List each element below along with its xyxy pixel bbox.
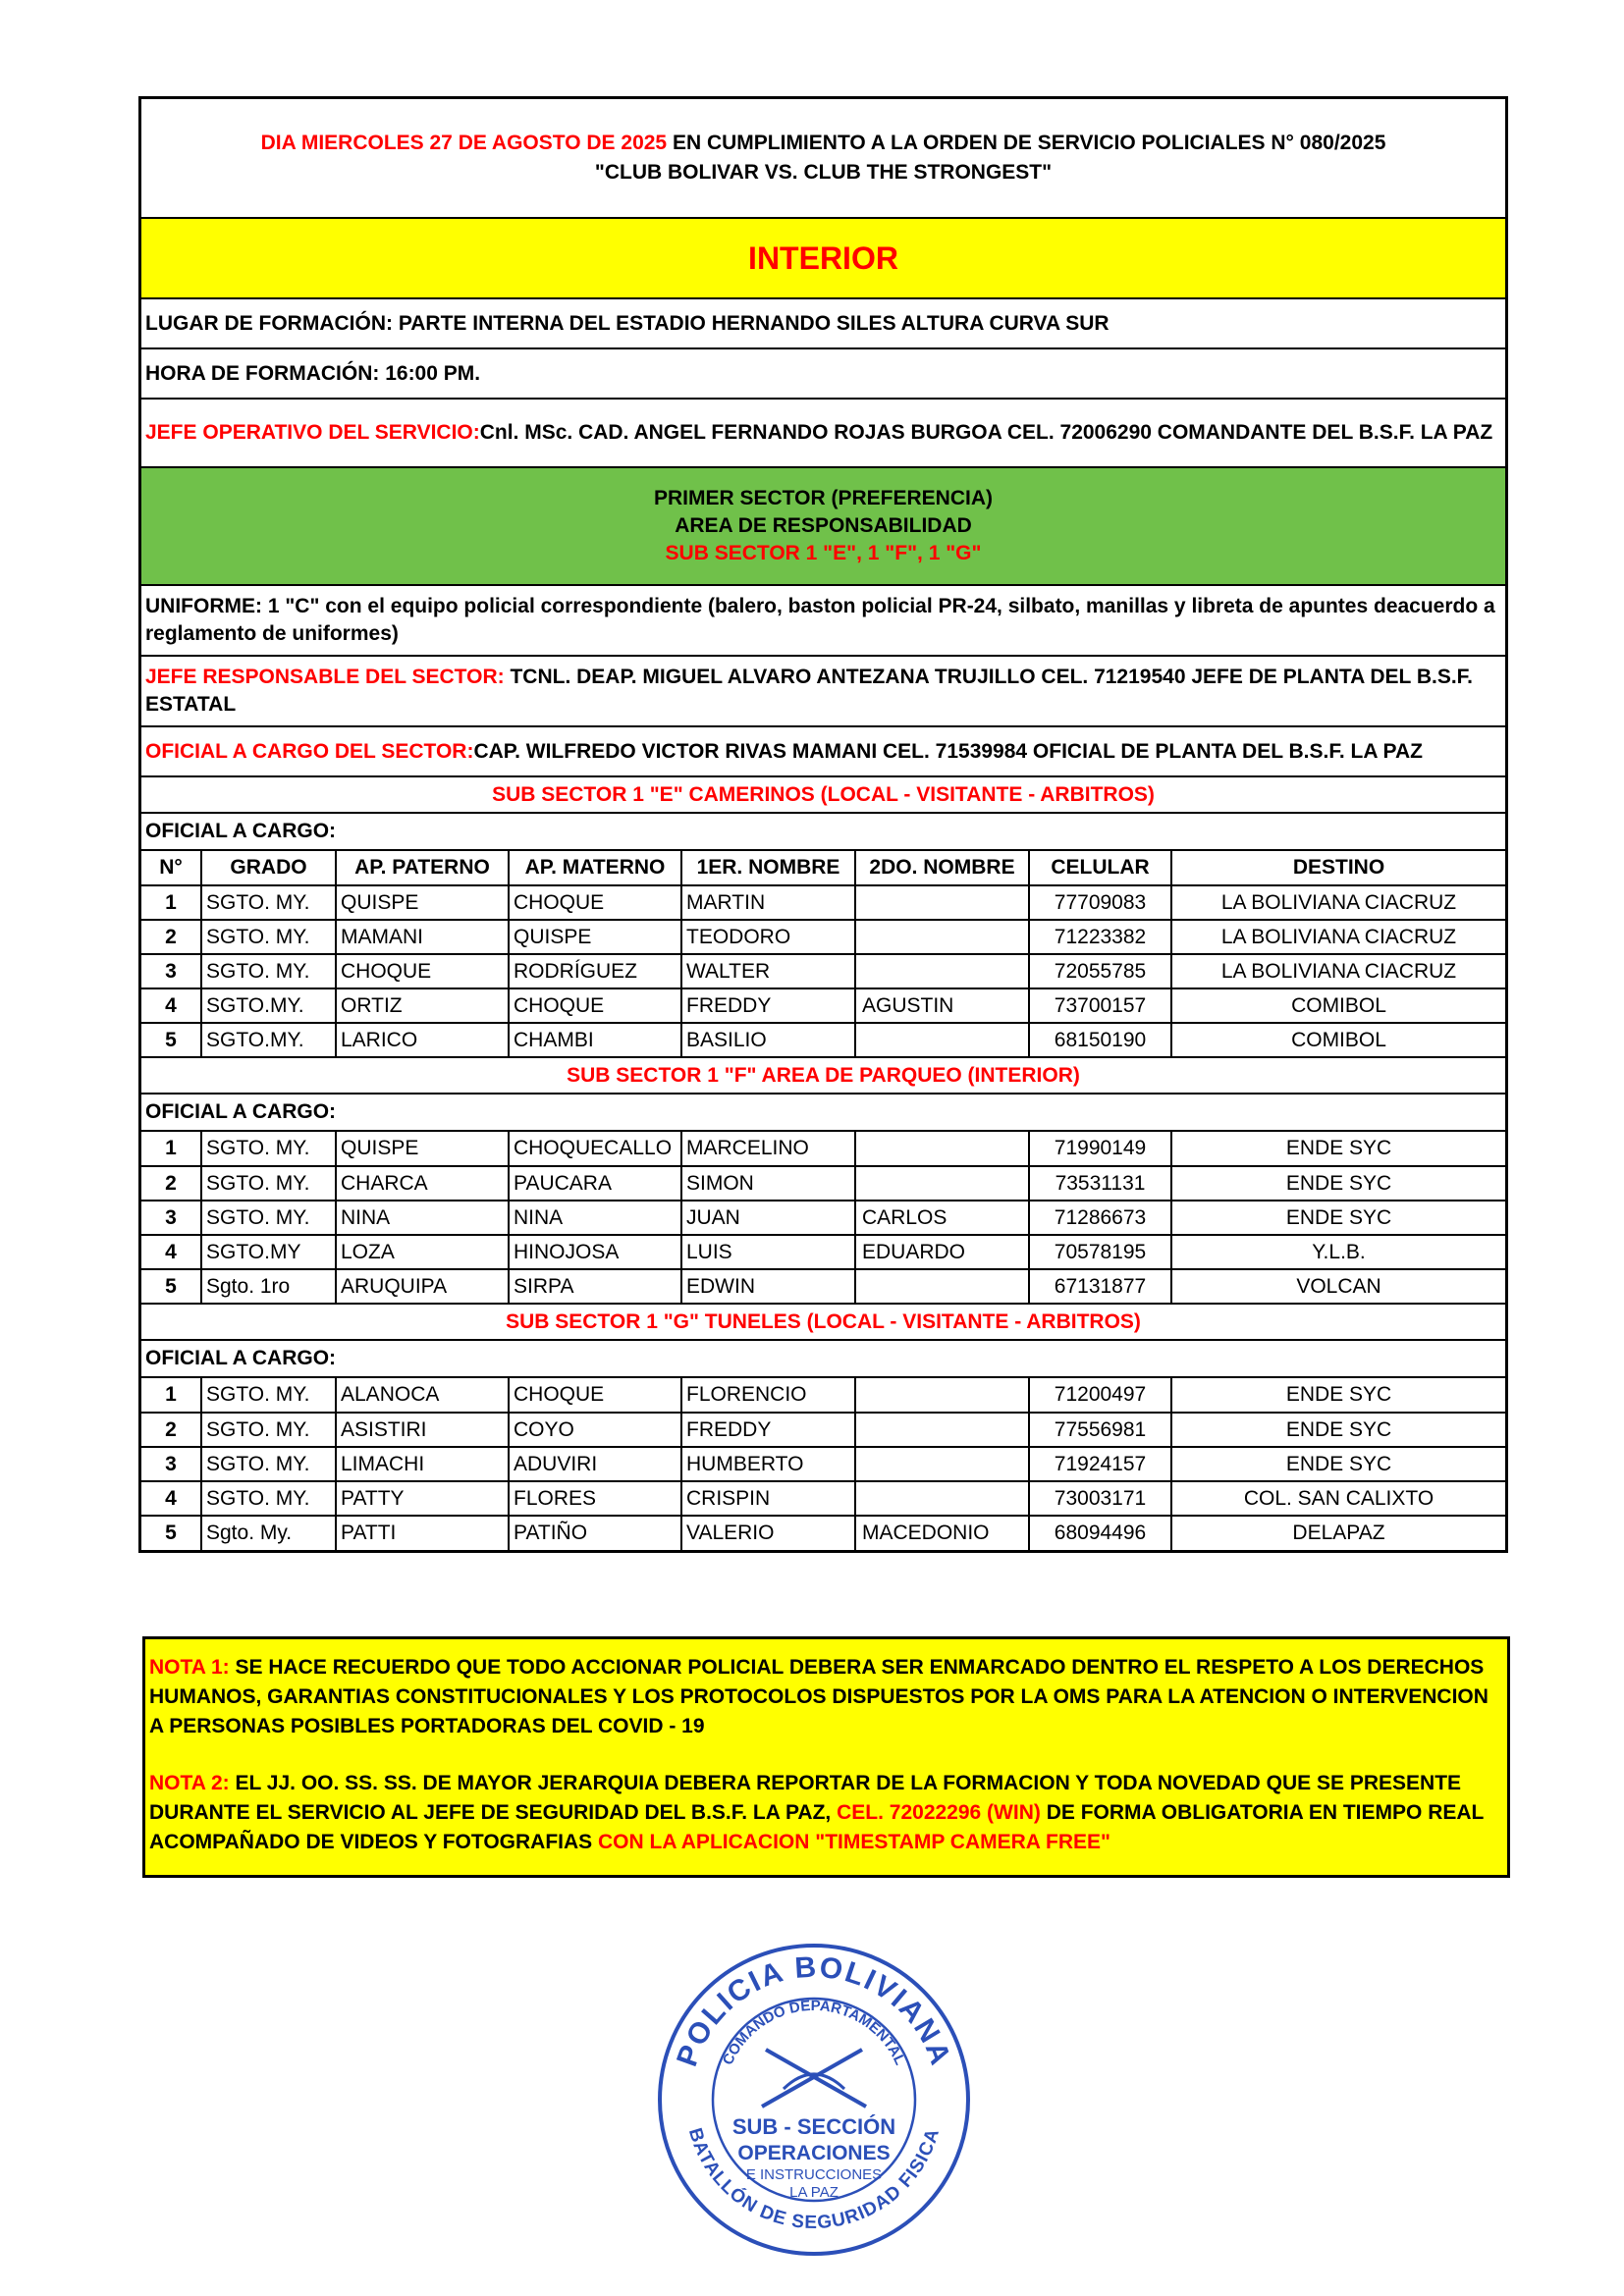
table-cell: ENDE SYC <box>1171 1166 1505 1201</box>
table-cell: FLORENCIO <box>681 1378 855 1413</box>
table-cell: MARTIN <box>681 885 855 920</box>
table-cell <box>855 1447 1029 1481</box>
table-cell: AGUSTIN <box>855 988 1029 1023</box>
jefe-responsable <box>141 657 1505 727</box>
notes-box <box>142 1636 1510 1878</box>
table-cell: CHOQUE <box>509 988 681 1023</box>
table-cell <box>855 885 1029 920</box>
table-row <box>141 1132 1505 1166</box>
service-order-frame <box>138 96 1508 1553</box>
table-cell: 1 <box>141 1378 201 1413</box>
uniforme-text: UNIFORME: 1 "C" con el equipo policial correspondiente (balero, baston policial PR-24, silbato, manillas y libreta de apuntes deacuerdo a reglamento de uniformes) <box>141 586 1505 657</box>
table-cell: ENDE SYC <box>1171 1378 1505 1413</box>
subsector-e-oficial: OFICIAL A CARGO: <box>141 814 1505 851</box>
table-row <box>141 1481 1505 1516</box>
table-cell: 71200497 <box>1029 1378 1171 1413</box>
table-cell: SGTO. MY. <box>201 920 336 954</box>
stamp-line-3: E INSTRUCCIONES <box>745 2166 883 2183</box>
jefe-operativo <box>141 400 1505 468</box>
table-cell: 1 <box>141 1132 201 1166</box>
stamp-inner-top: COMANDO DEPARTAMENTAL <box>719 1997 909 2068</box>
table-cell: 71223382 <box>1029 920 1171 954</box>
table-cell: 5 <box>141 1269 201 1304</box>
header-order: EN CUMPLIMIENTO A LA ORDEN DE SERVICIO POLICIALES N° 080/2025 <box>667 132 1386 154</box>
table-row <box>141 1235 1505 1269</box>
col-1er-nombre: 1ER. NOMBRE <box>681 851 855 885</box>
table-cell: SGTO. MY. <box>201 1378 336 1413</box>
table-row <box>141 988 1505 1023</box>
table-cell: ARUQUIPA <box>336 1269 509 1304</box>
table-cell: 70578195 <box>1029 1235 1171 1269</box>
table-cell: RODRÍGUEZ <box>509 954 681 988</box>
table-cell: 3 <box>141 1447 201 1481</box>
oficial-sector-value: CAP. WILFREDO VICTOR RIVAS MAMANI CEL. 71539984 OFICIAL DE PLANTA DEL B.S.F. LA PAZ <box>473 739 1423 763</box>
table-cell: 3 <box>141 954 201 988</box>
table-cell: COL. SAN CALIXTO <box>1171 1481 1505 1516</box>
table-cell: SGTO. MY. <box>201 1132 336 1166</box>
table-cell: CHARCA <box>336 1166 509 1201</box>
table-cell: 4 <box>141 988 201 1023</box>
table-cell: 4 <box>141 1235 201 1269</box>
stamp-outer-ring <box>660 1946 968 2254</box>
crossed-swords-icon <box>762 2050 866 2107</box>
subsector-f-oficial: OFICIAL A CARGO: <box>141 1095 1505 1132</box>
subsector-f-table-wrap <box>141 1132 1505 1305</box>
table-cell: PATTY <box>336 1481 509 1516</box>
table-cell: ENDE SYC <box>1171 1132 1505 1166</box>
table-cell: COMIBOL <box>1171 988 1505 1023</box>
table-cell: SGTO. MY. <box>201 1481 336 1516</box>
lugar-formacion: LUGAR DE FORMACIÓN: PARTE INTERNA DEL ESTADIO HERNANDO SILES ALTURA CURVA SUR <box>141 299 1505 349</box>
nota-2-phone: CEL. 72022296 (WIN) <box>837 1801 1041 1824</box>
subsector-e-table <box>141 851 1505 1058</box>
nota-1 <box>149 1653 1503 1741</box>
table-cell: TEODORO <box>681 920 855 954</box>
nota-1-text: SE HACE RECUERDO QUE TODO ACCIONAR POLICIAL DEBERA SER ENMARCADO DENTRO EL RESPETO A LOS DERECHOS HUMANOS, GARANTIAS CONSTITUCIONALES Y LOS PROTOCOLOS DISPUESTOS POR LA OMS PARA LA ATENCION O INTERVENCION A PERSONAS POSIBLES PORTADORAS DEL COVID - 19 <box>149 1656 1489 1737</box>
table-row <box>141 1516 1505 1550</box>
table-cell: MAMANI <box>336 920 509 954</box>
table-cell: ENDE SYC <box>1171 1447 1505 1481</box>
table-cell: ORTIZ <box>336 988 509 1023</box>
table-cell: EDUARDO <box>855 1235 1029 1269</box>
subsector-g-table <box>141 1378 1505 1550</box>
table-row <box>141 885 1505 920</box>
table-cell: DELAPAZ <box>1292 1522 1385 1544</box>
stamp-outer-bottom: BATALLÓN DE SEGURIDAD FISICA <box>683 2125 945 2234</box>
subsector-e-rows <box>141 885 1505 1057</box>
table-cell: 68094496 <box>1029 1516 1171 1550</box>
table-cell: SGTO.MY <box>201 1235 336 1269</box>
col-celular: CELULAR <box>1029 851 1171 885</box>
table-cell <box>855 1166 1029 1201</box>
table-cell: SGTO.MY. <box>201 1023 336 1057</box>
table-row <box>141 954 1505 988</box>
header-date: DIA MIERCOLES 27 DE AGOSTO DE 2025 <box>260 132 668 154</box>
table-cell: SGTO. MY. <box>201 1413 336 1447</box>
subsector-g-rows <box>141 1378 1505 1550</box>
section-title: INTERIOR <box>141 219 1505 299</box>
table-cell: SIRPA <box>509 1269 681 1304</box>
subsector-e-table-wrap <box>141 851 1505 1058</box>
table-cell: BASILIO <box>681 1023 855 1057</box>
table-cell: SGTO. MY. <box>201 1166 336 1201</box>
table-cell: 71924157 <box>1029 1447 1171 1481</box>
hora-formacion: HORA DE FORMACIÓN: 16:00 PM. <box>141 349 1505 400</box>
table-cell: 5 <box>141 1516 201 1550</box>
table-cell: WALTER <box>681 954 855 988</box>
col-2do-nombre: 2DO. NOMBRE <box>855 851 1029 885</box>
table-cell <box>855 1023 1029 1057</box>
table-cell: 71990149 <box>1029 1132 1171 1166</box>
table-cell: 73700157 <box>1029 988 1171 1023</box>
oficial-sector <box>141 727 1505 777</box>
col-n: N° <box>141 851 201 885</box>
subsector-f-rows <box>141 1132 1505 1304</box>
table-cell: 77709083 <box>1029 885 1171 920</box>
table-cell: EDWIN <box>681 1269 855 1304</box>
table-cell: LA BOLIVIANA CIACRUZ <box>1171 920 1505 954</box>
table-cell: ALANOCA <box>336 1378 509 1413</box>
stamp-outer-top: POLICIA BOLIVIANA <box>671 1950 957 2071</box>
table-cell: SGTO.MY. <box>201 988 336 1023</box>
table-cell: CARLOS <box>855 1201 1029 1235</box>
nota-1-label: NOTA 1: <box>149 1656 230 1679</box>
nota-2-text-1: EL JJ. OO. SS. SS. DE MAYOR JERARQUIA DEBERA REPORTAR DE LA FORMACION Y TODA NOVEDAD QUE SE PRESENTE DURANTE EL SERVICIO AL JEFE DE SEGURIDAD DEL B.S.F. LA PAZ, <box>149 1772 1462 1824</box>
sector-line-3: SUB SECTOR 1 "E", 1 "F", 1 "G" <box>665 542 982 564</box>
table-cell <box>855 1378 1029 1413</box>
table-cell: LA BOLIVIANA CIACRUZ <box>1171 885 1505 920</box>
table-cell: QUISPE <box>336 1132 509 1166</box>
table-cell: COYO <box>509 1413 681 1447</box>
nota-2 <box>149 1769 1503 1857</box>
table-cell <box>855 1481 1029 1516</box>
table-cell <box>855 1269 1029 1304</box>
table-cell: CHOQUE <box>509 1378 681 1413</box>
table-cell: LUIS <box>681 1235 855 1269</box>
table-cell: NINA <box>336 1201 509 1235</box>
table-cell: SIMON <box>681 1166 855 1201</box>
header-line-2: "CLUB BOLIVAR VS. CLUB THE STRONGEST" <box>594 161 1053 184</box>
table-cell: 68150190 <box>1029 1023 1171 1057</box>
table-cell: 3 <box>141 1201 201 1235</box>
table-cell: ADUVIRI <box>509 1447 681 1481</box>
table-cell: LARICO <box>336 1023 509 1057</box>
table-cell: 2 <box>141 1166 201 1201</box>
table-cell: JUAN <box>681 1201 855 1235</box>
document-header <box>141 99 1505 219</box>
table-cell: LIMACHI <box>336 1447 509 1481</box>
jefe-responsable-label: JEFE RESPONSABLE DEL SECTOR: <box>145 666 505 688</box>
subsector-g-oficial: OFICIAL A CARGO: <box>141 1341 1505 1378</box>
table-cell: COMIBOL <box>1171 1023 1505 1057</box>
header-line-1 <box>261 129 1386 158</box>
stamp-line-2: OPERACIONES <box>737 2142 891 2164</box>
table-cell: ENDE SYC <box>1171 1201 1505 1235</box>
table-cell: SGTO. MY. <box>201 954 336 988</box>
svg-text:COMANDO DEPARTAMENTAL <box>720 1998 908 2067</box>
table-cell: 73003171 <box>1029 1481 1171 1516</box>
table-cell: CHOQUE <box>509 885 681 920</box>
col-destino: DESTINO <box>1171 851 1505 885</box>
table-cell: 67131877 <box>1029 1269 1171 1304</box>
table-cell: QUISPE <box>509 920 681 954</box>
jefe-responsable-value: TCNL. DEAP. MIGUEL ALVARO ANTEZANA TRUJILLO CEL. 71219540 JEFE DE PLANTA DEL B.S.F. ESTATAL <box>145 666 1473 716</box>
table-cell: Sgto. My. <box>201 1516 336 1550</box>
table-cell: 72055785 <box>1029 954 1171 988</box>
table-cell: PATIÑO <box>509 1516 681 1550</box>
official-stamp <box>656 1942 972 2258</box>
subsector-f-table <box>141 1132 1505 1305</box>
subsector-e-title: SUB SECTOR 1 "E" CAMERINOS (LOCAL - VISITANTE - ARBITROS) <box>141 777 1505 814</box>
stamp-line-1: SUB - SECCIÓN <box>731 2114 896 2139</box>
table-cell: 73531131 <box>1029 1166 1171 1201</box>
table-cell: 77556981 <box>1029 1413 1171 1447</box>
subsector-g-table-wrap <box>141 1378 1505 1550</box>
subsector-g-title: SUB SECTOR 1 "G" TUNELES (LOCAL - VISITANTE - ARBITROS) <box>141 1305 1505 1341</box>
table-cell: Sgto. 1ro <box>201 1269 336 1304</box>
table-cell: ASISTIRI <box>336 1413 509 1447</box>
table-cell <box>855 1132 1029 1166</box>
table-cell: 2 <box>141 1413 201 1447</box>
table-cell: 5 <box>141 1023 201 1057</box>
sector-header <box>141 468 1505 586</box>
stamp-line-4: LA PAZ <box>789 2184 839 2201</box>
table-row <box>141 1201 1505 1235</box>
table-cell: CHOQUE <box>336 954 509 988</box>
oficial-sector-label: OFICIAL A CARGO DEL SECTOR: <box>145 739 474 763</box>
table-cell: LOZA <box>336 1235 509 1269</box>
table-cell: 2 <box>141 920 201 954</box>
nota-2-label: NOTA 2: <box>149 1772 230 1794</box>
table-cell: FLORES <box>509 1481 681 1516</box>
table-cell: MACEDONIO <box>855 1516 1029 1550</box>
sector-line-2: AREA DE RESPONSABILIDAD <box>675 514 972 537</box>
table-row <box>141 1413 1505 1447</box>
table-cell: ENDE SYC <box>1171 1413 1505 1447</box>
table-cell: 1 <box>141 885 201 920</box>
table-cell: SGTO. MY. <box>201 1447 336 1481</box>
jefe-operativo-label: JEFE OPERATIVO DEL SERVICIO: <box>145 421 480 444</box>
table-cell <box>855 954 1029 988</box>
table-cell: CHAMBI <box>509 1023 681 1057</box>
table-cell: VOLCAN <box>1171 1269 1505 1304</box>
table-cell: FREDDY <box>681 1413 855 1447</box>
table-cell: PAUCARA <box>509 1166 681 1201</box>
table-row <box>141 1378 1505 1413</box>
jefe-operativo-value: Cnl. MSc. CAD. ANGEL FERNANDO ROJAS BURGOA CEL. 72006290 COMANDANTE DEL B.S.F. LA PAZ <box>479 421 1493 444</box>
col-ap-materno: AP. MATERNO <box>509 851 681 885</box>
col-grado: GRADO <box>201 851 336 885</box>
table-cell: 71286673 <box>1029 1201 1171 1235</box>
table-cell: QUISPE <box>336 885 509 920</box>
table-cell: Y.L.B. <box>1171 1235 1505 1269</box>
table-cell <box>855 1413 1029 1447</box>
nota-2-app: CON LA APLICACION "TIMESTAMP CAMERA FREE" <box>598 1831 1110 1853</box>
sector-line-1: PRIMER SECTOR (PREFERENCIA) <box>654 487 993 509</box>
table-row <box>141 1023 1505 1057</box>
table-row <box>141 920 1505 954</box>
table-cell: HINOJOSA <box>509 1235 681 1269</box>
table-cell: HUMBERTO <box>681 1447 855 1481</box>
table-header-row <box>141 851 1505 885</box>
subsector-f-title: SUB SECTOR 1 "F" AREA DE PARQUEO (INTERIOR) <box>141 1058 1505 1095</box>
col-ap-paterno: AP. PATERNO <box>336 851 509 885</box>
table-cell: 4 <box>141 1481 201 1516</box>
table-cell: MARCELINO <box>681 1132 855 1166</box>
table-cell: LA BOLIVIANA CIACRUZ <box>1171 954 1505 988</box>
table-row <box>141 1269 1505 1304</box>
nota-2-text-2: DE FORMA OBLIGATORIA EN TIEMPO REAL ACOMPAÑADO DE VIDEOS Y FOTOGRAFIAS <box>149 1801 1484 1853</box>
table-cell: PATTI <box>336 1516 509 1550</box>
table-cell: SGTO. MY. <box>201 885 336 920</box>
table-row <box>141 1447 1505 1481</box>
table-cell: SGTO. MY. <box>201 1201 336 1235</box>
table-cell: CRISPIN <box>681 1481 855 1516</box>
table-cell: FREDDY <box>681 988 855 1023</box>
table-cell: VALERIO <box>681 1516 855 1550</box>
table-row <box>141 1166 1505 1201</box>
table-cell: NINA <box>509 1201 681 1235</box>
table-cell <box>855 920 1029 954</box>
table-cell: CHOQUECALLO <box>509 1132 681 1166</box>
